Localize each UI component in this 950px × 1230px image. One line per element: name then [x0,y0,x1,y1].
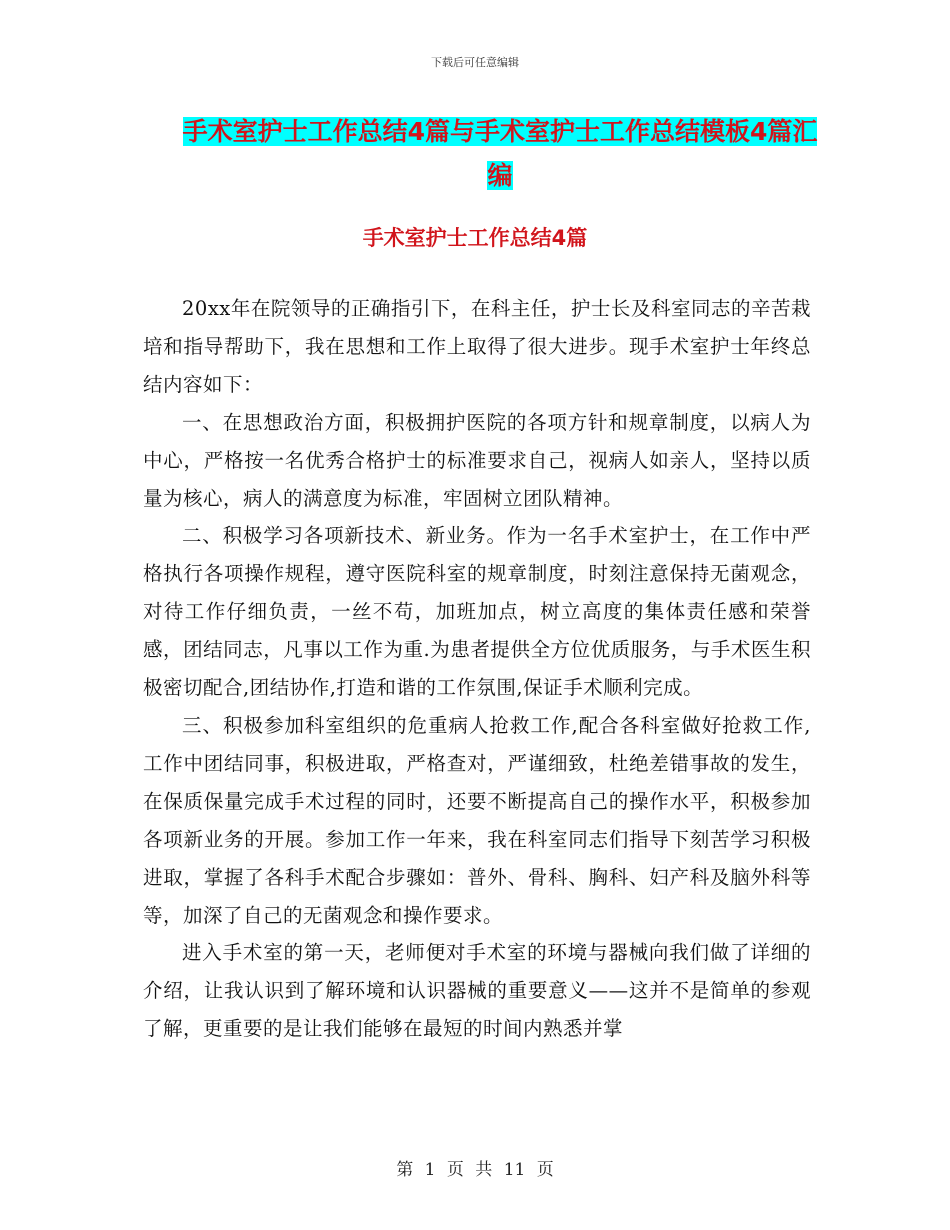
page-number: 第 1 页 共 11 页 [396,1160,554,1180]
document-title [180,110,820,198]
document-title-text: 手术室护士工作总结4篇与手术室护士工作总结模板4篇汇编 [182,117,818,190]
paragraph-political: 一、在思想政治方面，积极拥护医院的各项方针和规章制度，以病人为中心，严格按一名优秀合格护士的标准要求自己，视病人如亲人，坚持以质量为核心，病人的满意度为标准，牢固树立团队精神。 [143,410,811,510]
section-title: 手术室护士工作总结4篇 [362,226,588,250]
paragraph-learning: 二、积极学习各项新技术、新业务。作为一名手术室护士，在工作中严格执行各项操作规程，遵守医院科室的规章制度，时刻注意保持无菌观念，对待工作仔细负责，一丝不苟，加班加点，树立高度的集体责任感和荣誉感，团结同志，凡事以工作为重.为患者提供全方位优质服务，与手术医生积极密切配合,团结协作,打造和谐的工作氛围,保证手术顺利完成。 [143,524,811,700]
header-note: 下载后可任意编辑 [431,56,519,69]
paragraph-first-day: 进入手术室的第一天，老师便对手术室的环境与器械向我们做了详细的介绍，让我认识到了解环境和认识器械的重要意义——这并不是简单的参观了解，更重要的是让我们能够在最短的时间内熟悉并掌 [143,941,811,1041]
paragraph-rescue: 三、积极参加科室组织的危重病人抢救工作,配合各科室做好抢救工作,工作中团结同事，积极进取，严格查对，严谨细致，杜绝差错事故的发生，在保质保量完成手术过程的同时，还要不断提高自己的操作水平，积极参加各项新业务的开展。参加工作一年来，我在科室同志们指导下刻苦学习积极进取，掌握了各科手术配合步骤如：普外、骨科、胸科、妇产科及脑外科等等，加深了自己的无菌观念和操作要求。 [143,713,811,927]
document-body [143,290,811,1048]
paragraph-intro: 20xx年在院领导的正确指引下，在科主任，护士长及科室同志的辛苦栽培和指导帮助下，我在思想和工作上取得了很大进步。现手术室护士年终总结内容如下： [143,297,811,396]
